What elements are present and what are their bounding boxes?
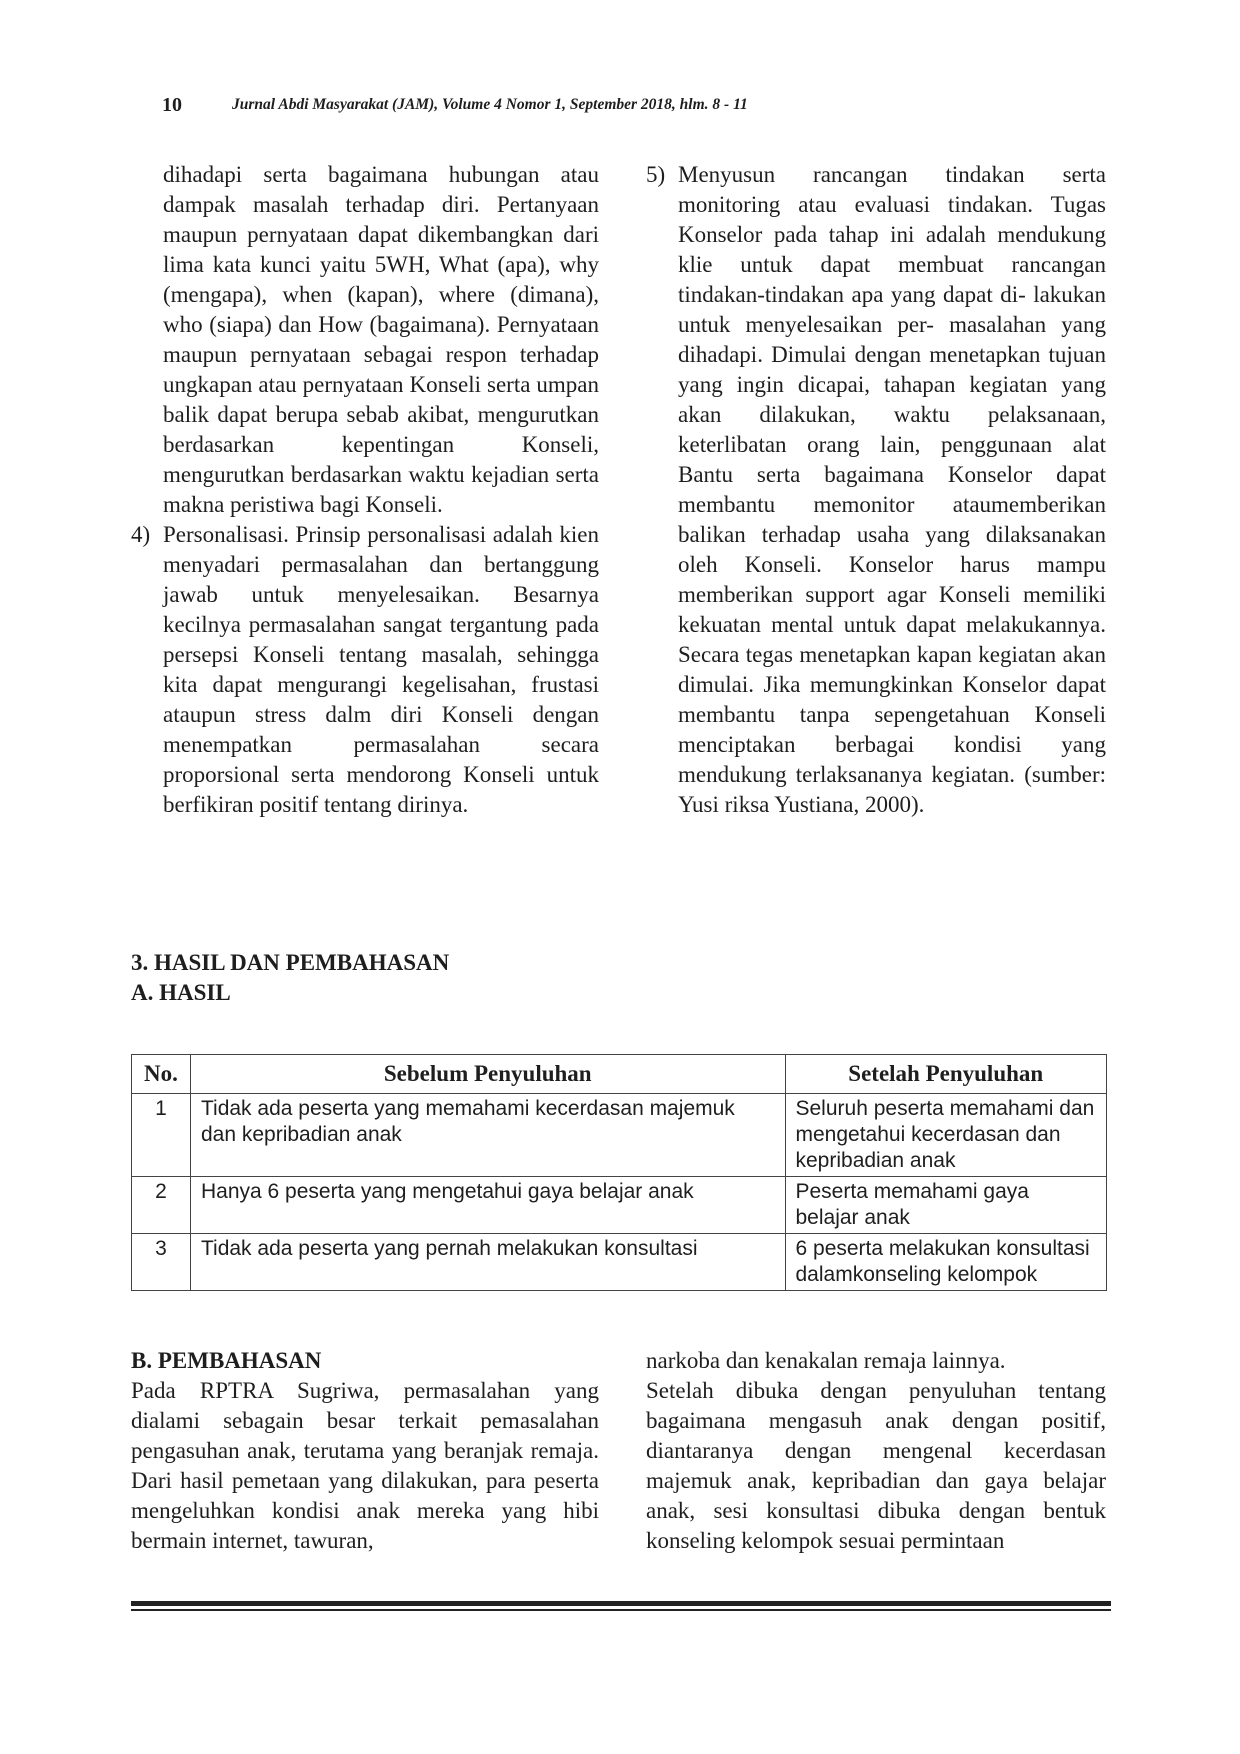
column-header: Setelah Penyuluhan bbox=[785, 1055, 1107, 1094]
table-cell-no: 3 bbox=[132, 1234, 191, 1291]
results-table bbox=[131, 1054, 1107, 1291]
section-heading: 3. HASIL DAN PEMBAHASAN bbox=[131, 950, 450, 975]
table-cell-no: 2 bbox=[132, 1177, 191, 1234]
discussion-paragraph-2: Setelah dibuka dengan penyuluhan tentang bagaimana mengasuh anak dengan positif, diantaranya dengan mengenal kecerdasan majemuk anak, kepribadian dan gaya belajar anak, sesi konsultasi dibuka dengan bentuk konseling kelompok sesuai permintaan bbox=[646, 1378, 1106, 1553]
list-item-number: 5) bbox=[646, 162, 666, 187]
subsection-heading-pembahasan: B. PEMBAHASAN bbox=[131, 1348, 322, 1373]
table-cell-after: 6 peserta melakukan konsultasi dalamkonseling kelompok bbox=[785, 1234, 1107, 1291]
table-cell-after: Seluruh peserta memahami dan mengetahui kecerdasan dan kepribadian anak bbox=[785, 1094, 1107, 1177]
list-item-text: Menyusun rancangan tindakan serta monitoring atau evaluasi tindakan. Tugas Konselor pada tahap ini adalah mendukung klie untuk dapat membuat rancangan tindakan-tindakan apa yang dapat di- lakukan untuk menyelesaikan per- masalahan yang dihadapi. Dimulai dengan menetapkan tujuan yang ingin dicapai, tahapan kegiatan yang akan dilakukan, waktu pelaksanaan, keterlibatan orang lain, penggunaan alat Bantu serta bagaimana Konselor dapat membantu memonitor ataumemberikan balikan terhadap usaha yang dilaksanakan oleh Konseli. Konselor harus mampu memberikan support agar Konseli memiliki kekuatan mental untuk dapat melakukannya. Secara tegas menetapkan kapan kegiatan akan dimulai. Jika memungkinkan Konselor dapat membantu tanpa sepengetahuan Konseli menciptakan berbagai kondisi yang mendukung terlaksananya kegiatan. (sumber: Yusi riksa Yustiana, 2000). bbox=[678, 162, 1106, 817]
page-number: 10 bbox=[162, 94, 182, 116]
table-cell-before: Hanya 6 peserta yang mengetahui gaya belajar anak bbox=[190, 1177, 785, 1234]
table-cell-no: 1 bbox=[132, 1094, 191, 1177]
list-item-number: 4) bbox=[131, 522, 151, 547]
running-header bbox=[162, 94, 748, 117]
discussion-continuation: narkoba dan kenakalan remaja lainnya. bbox=[646, 1348, 1006, 1373]
table-row bbox=[132, 1177, 1107, 1234]
table-cell-after: Peserta memahami gaya belajar anak bbox=[785, 1177, 1107, 1234]
column-header: Sebelum Penyuluhan bbox=[190, 1055, 785, 1094]
list-item-text: Personalisasi. Prinsip personalisasi adalah kien menyadari permasalahan dan bertanggung jawab untuk menyelesaikan. Besarnya kecilnya permasalahan sangat tergantung pada persepsi Konseli tentang masalah, sehingga kita dapat mengurangi kegelisahan, frustasi ataupun stress dalm diri Konseli dengan menempatkan permasalahan secara proporsional serta mendorong Konseli untuk berfikiran positif tentang dirinya. bbox=[163, 522, 599, 817]
continued-paragraph: dihadapi serta bagaimana hubungan atau dampak masalah terhadap diri. Pertanyaan maupun pernyataan dapat dikembangkan dari lima kata kunci yaitu 5WH, What (apa), why (mengapa), when (kapan), where (dimana), who (siapa) dan How (bagaimana). Pernyataan maupun pernyataan sebagai respon terhadap ungkapan atau pernyataan Konseli serta umpan balik dapat berupa sebab akibat, mengurutkan berdasarkan kepentingan Konseli, mengurutkan berdasarkan waktu kejadian serta makna peristiwa bagi Konseli. bbox=[163, 162, 599, 517]
journal-citation: Jurnal Abdi Masyarakat (JAM), Volume 4 Nomor 1, September 2018, hlm. 8 - 11 bbox=[232, 96, 748, 113]
right-column-bottom bbox=[646, 1346, 1106, 1556]
footer-rule-thin bbox=[131, 1609, 1111, 1611]
table-row bbox=[132, 1094, 1107, 1177]
footer-rule-thick bbox=[131, 1601, 1111, 1606]
table-row bbox=[132, 1234, 1107, 1291]
subsection-heading-hasil: A. HASIL bbox=[131, 980, 231, 1005]
table-header-row bbox=[132, 1055, 1107, 1094]
table-cell-before: Tidak ada peserta yang pernah melakukan konsultasi bbox=[190, 1234, 785, 1291]
left-column-top bbox=[131, 160, 599, 820]
right-column-top bbox=[646, 160, 1106, 820]
discussion-paragraph: Pada RPTRA Sugriwa, permasalahan yang dialami sebagain besar terkait pemasalahan pengasuhan anak, terutama yang beranjak remaja. Dari hasil pemetaan yang dilakukan, para peserta mengeluhkan kondisi anak mereka yang hibi bermain internet, tawuran, bbox=[131, 1378, 599, 1553]
table-cell-before: Tidak ada peserta yang memahami kecerdasan majemuk dan kepribadian anak bbox=[190, 1094, 785, 1177]
left-column-bottom bbox=[131, 1346, 599, 1556]
list-item-4 bbox=[131, 520, 599, 820]
column-header: No. bbox=[132, 1055, 191, 1094]
list-item-5 bbox=[646, 160, 1106, 820]
